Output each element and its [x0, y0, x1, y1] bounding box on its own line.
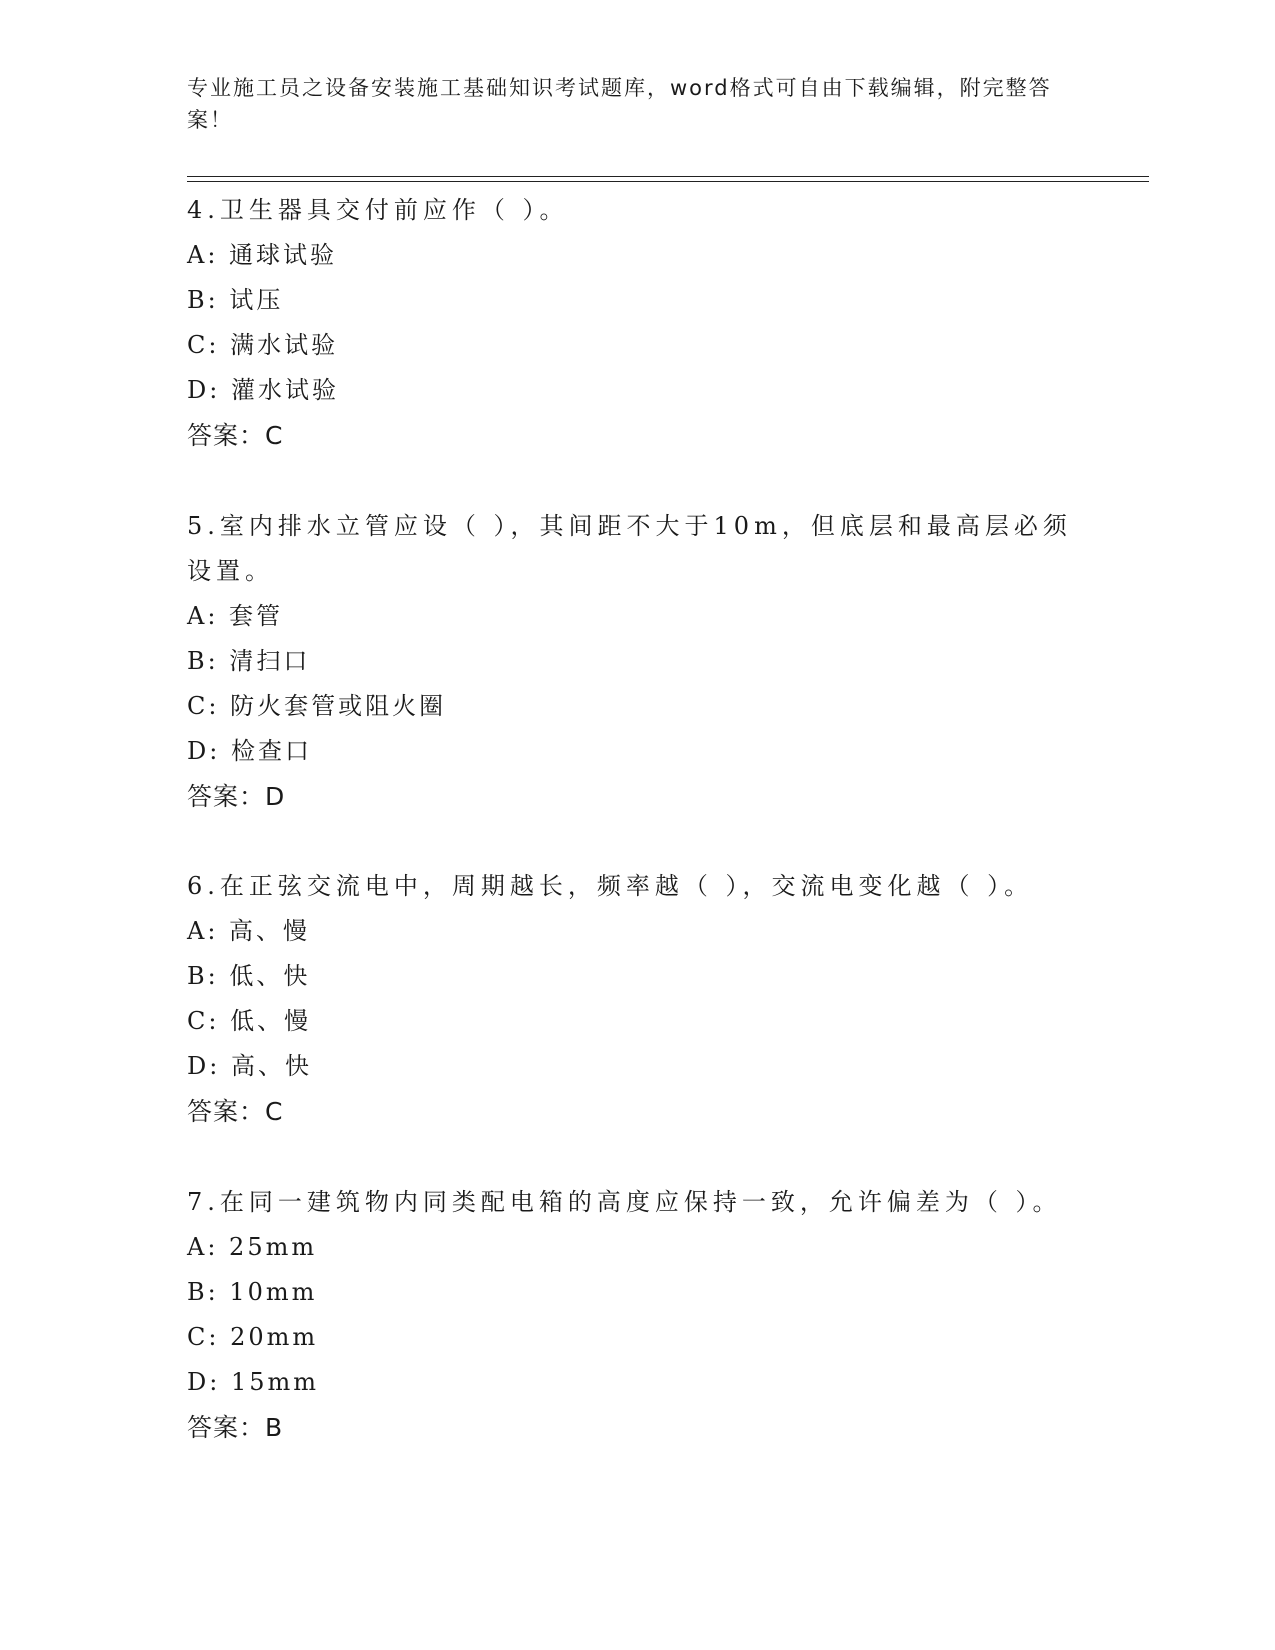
option-a: A: 高、慢 — [187, 917, 311, 945]
option-a: A: 通球试验 — [187, 241, 338, 269]
question-stem: 5.室内排水立管应设（ ），其间距不大于10m，但底层和最高层必须设置。 — [187, 512, 1072, 585]
option-c: C: 防火套管或阻火圈 — [187, 692, 447, 720]
answer-line: 答案：C — [187, 1097, 284, 1126]
answer-line: 答案：C — [187, 421, 284, 450]
question-6 — [187, 864, 1087, 1134]
question-stem: 7.在同一建筑物内同类配电箱的高度应保持一致，允许偏差为（ ）。 — [187, 1188, 1062, 1216]
header-divider-top — [187, 176, 1149, 177]
option-b: B: 清扫口 — [187, 647, 311, 675]
option-a: A: 套管 — [187, 602, 284, 630]
option-d: D: 灌水试验 — [187, 376, 339, 404]
question-stem: 6.在正弦交流电中，周期越长，频率越（ ），交流电变化越（ ）。 — [187, 872, 1034, 900]
question-stem: 4.卫生器具交付前应作（ ）。 — [187, 196, 569, 224]
question-7 — [187, 1180, 1087, 1450]
option-b: B: 低、快 — [187, 962, 311, 990]
option-b: B: 10mm — [187, 1278, 318, 1306]
question-4 — [187, 188, 1087, 458]
option-d: D: 15mm — [187, 1368, 320, 1396]
option-c: C: 低、慢 — [187, 1007, 312, 1035]
option-d: D: 检查口 — [187, 737, 312, 765]
answer-line: 答案：D — [187, 782, 286, 811]
question-5 — [187, 504, 1087, 819]
option-c: C: 20mm — [187, 1323, 319, 1351]
option-a: A: 25mm — [187, 1233, 318, 1261]
header-divider-bottom — [187, 181, 1149, 182]
option-b: B: 试压 — [187, 286, 284, 314]
answer-line: 答案：B — [187, 1413, 284, 1442]
option-d: D: 高、快 — [187, 1052, 312, 1080]
document-header: 专业施工员之设备安装施工基础知识考试题库，word格式可自由下载编辑，附完整答案！ — [187, 76, 1052, 132]
option-c: C: 满水试验 — [187, 331, 339, 359]
